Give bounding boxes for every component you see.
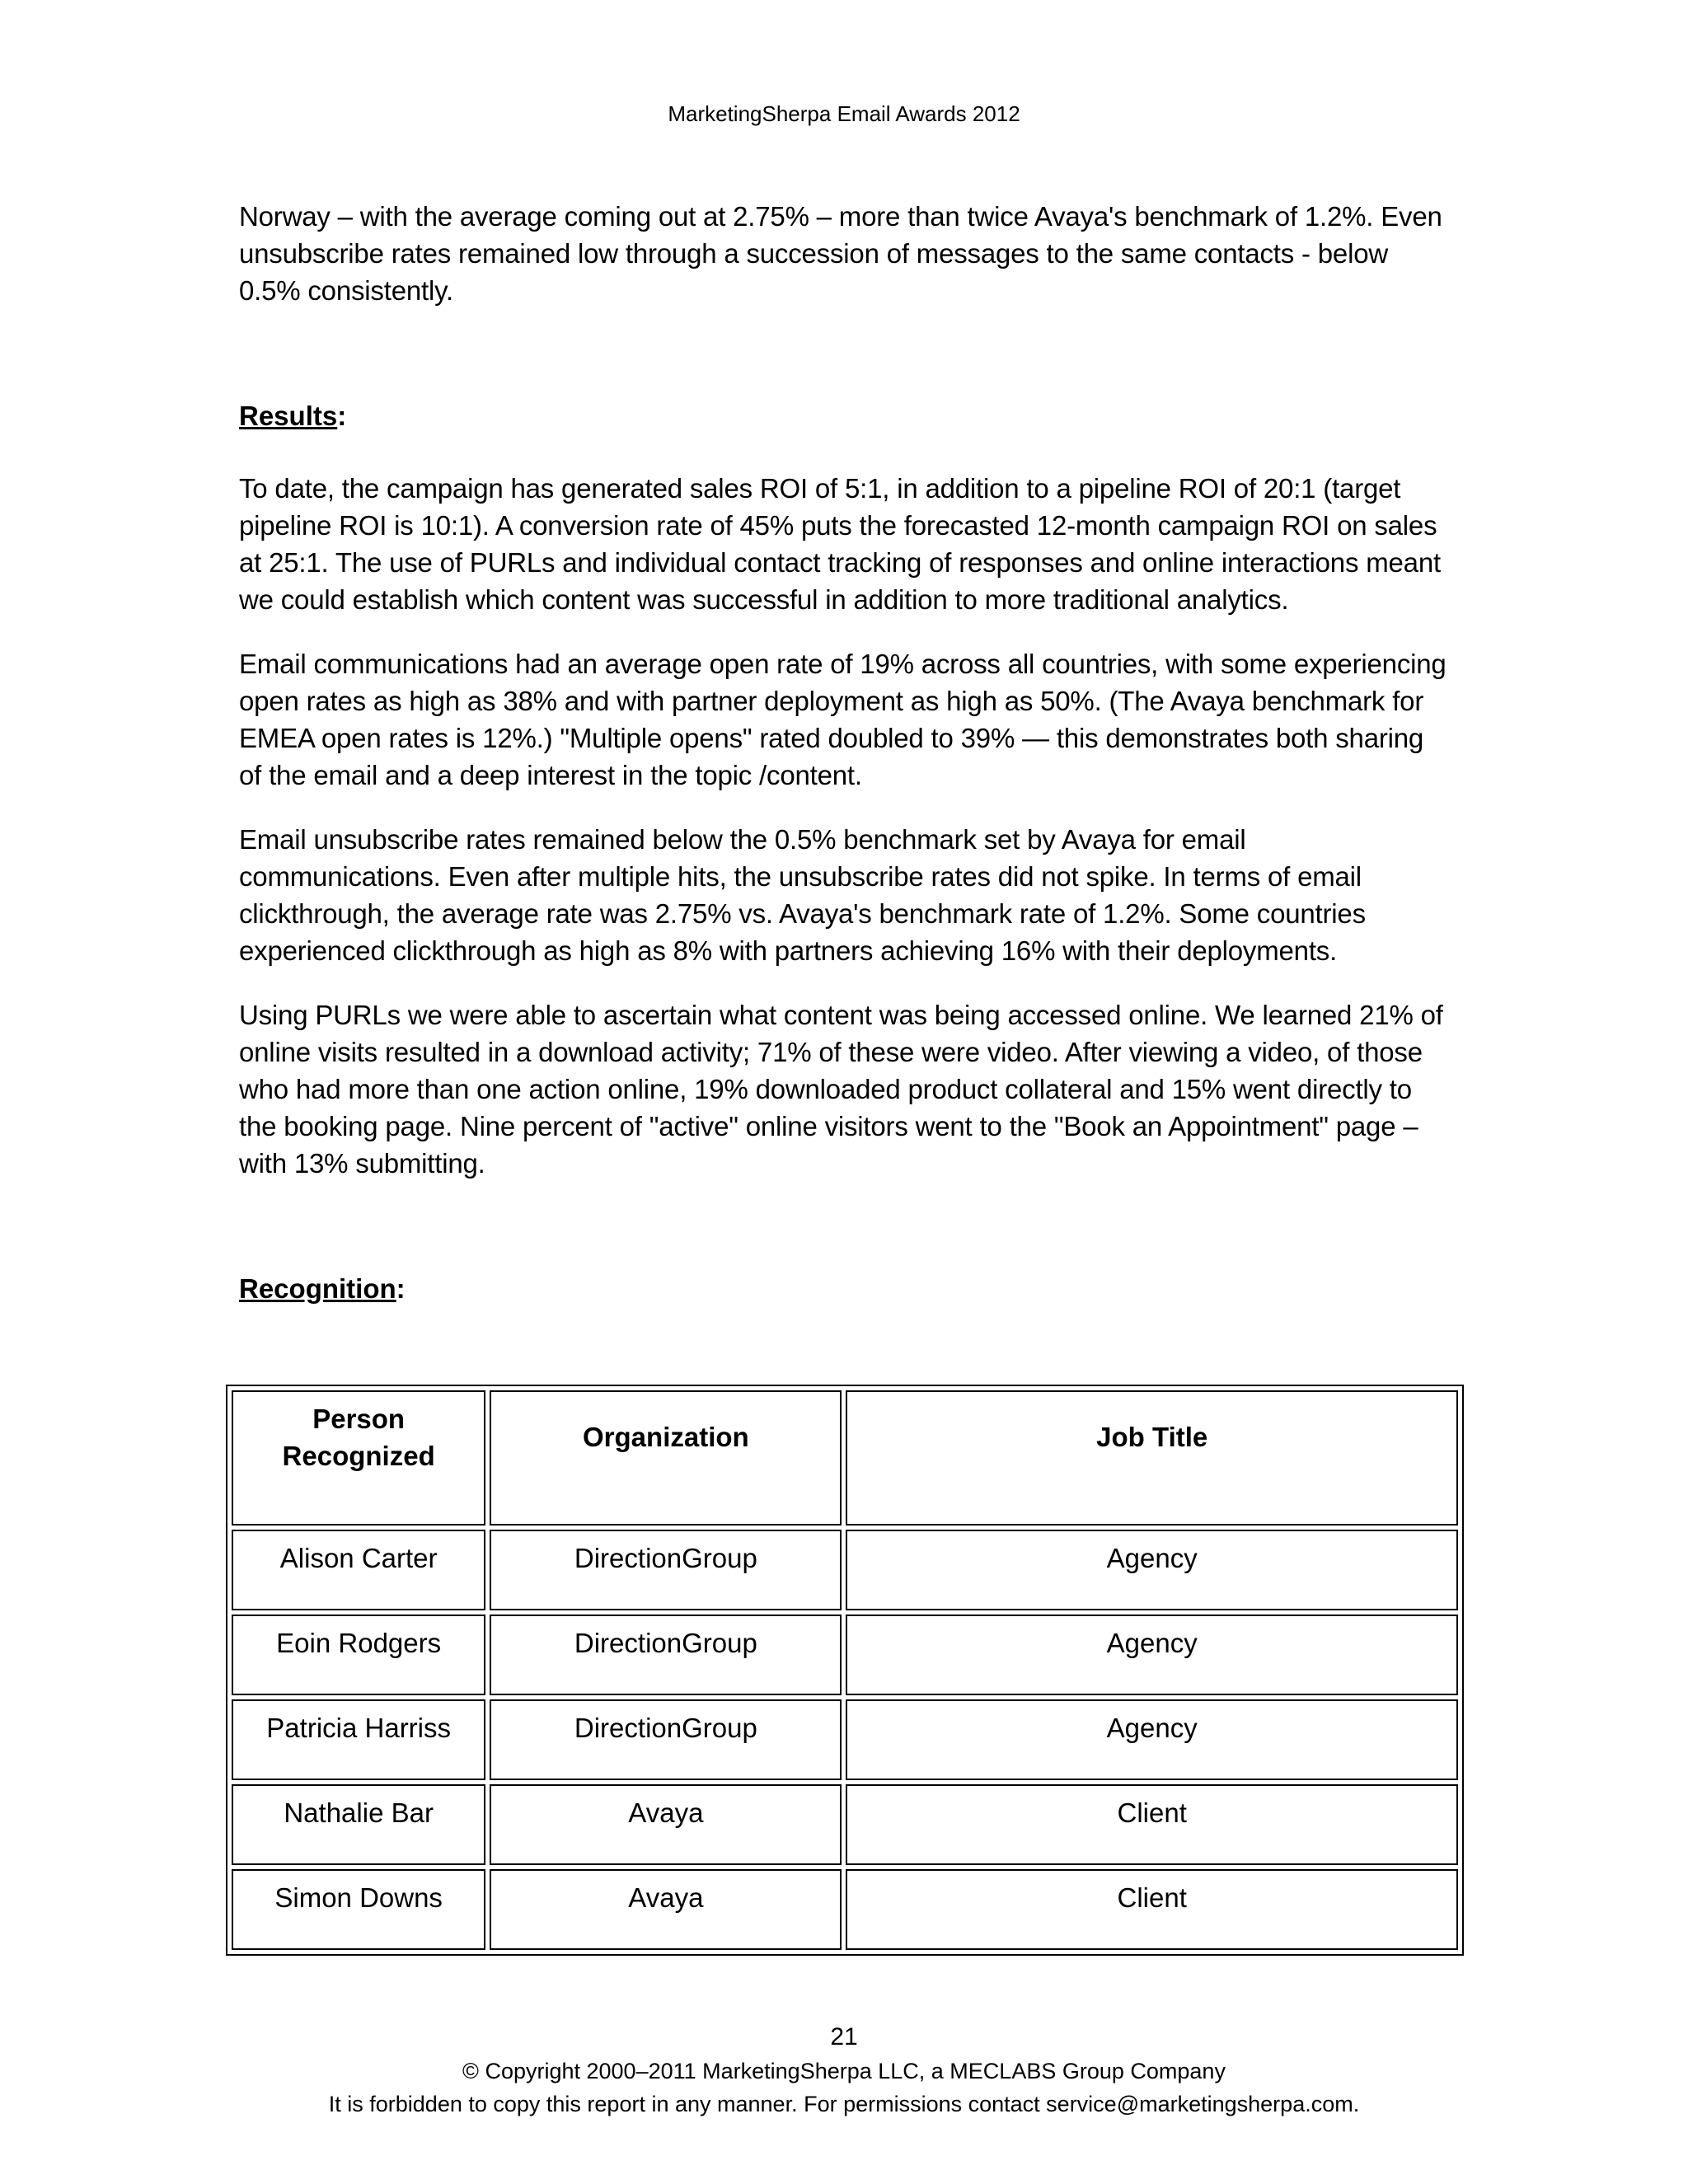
- table-row: [232, 1784, 1458, 1865]
- results-heading-colon: :: [337, 401, 347, 431]
- copy-notice: It is forbidden to copy this report in any manner. For permissions contact service@marketingsherpa.com.: [328, 2092, 1360, 2116]
- cell-person: Patricia Harriss: [232, 1699, 485, 1780]
- table-row: [232, 1699, 1458, 1780]
- recognition-heading: [239, 1270, 1451, 1307]
- intro-paragraph: Norway – with the average coming out at 2.75% – more than twice Avaya's benchmark of 1.2%. Even unsubscribe rates remained low through a succession of messages to the same contacts - below 0.5% consistently.: [239, 201, 1442, 306]
- cell-person: Alison Carter: [232, 1530, 485, 1610]
- cell-job-title: Agency: [846, 1530, 1458, 1610]
- cell-job-title: Agency: [846, 1615, 1458, 1695]
- table-row: [232, 1869, 1458, 1950]
- header-person-line2: Recognized: [282, 1441, 435, 1471]
- table-header-row: [232, 1390, 1458, 1526]
- cell-job-title: Client: [846, 1869, 1458, 1950]
- results-heading-text: Results: [239, 401, 338, 431]
- header-person-recognized: [232, 1390, 485, 1526]
- cell-organization: DirectionGroup: [490, 1699, 842, 1780]
- results-paragraph-4: Using PURLs we were able to ascertain what content was being accessed online. We learned 21% of online visits resulted in a download activity; 71% of these were video. After viewing a video, of those who had more than one action online, 19% downloaded product collateral and 15% went directly to the booking page. Nine percent of "active" online visitors went to the "Book an Appointment" page – with 13% submitting.: [239, 1000, 1443, 1179]
- spacer: [239, 434, 1451, 470]
- results-paragraph-1: To date, the campaign has generated sales ROI of 5:1, in addition to a pipeline ROI of 20:1 (target pipeline ROI is 10:1). A conversion rate of 45% puts the forecasted 12-month campaign ROI on sales at 25:1. The use of PURLs and individual contact tracking of responses and online interactions meant we could establish which content was successful in addition to more traditional analytics.: [239, 473, 1441, 615]
- page-header: MarketingSherpa Email Awards 2012: [668, 101, 1020, 126]
- recognition-table: [226, 1385, 1464, 1956]
- recognition-heading-colon: :: [396, 1273, 406, 1304]
- recognition-heading-text: Recognition: [239, 1273, 396, 1304]
- cell-organization: Avaya: [490, 1784, 842, 1865]
- cell-person: Simon Downs: [232, 1869, 485, 1950]
- spacer: [239, 309, 1451, 397]
- results-heading: [239, 397, 1451, 434]
- page-number: 21: [830, 2023, 858, 2050]
- cell-person: Nathalie Bar: [232, 1784, 485, 1865]
- copyright-line: © Copyright 2000–2011 MarketingSherpa LLC, a MECLABS Group Company: [462, 2059, 1226, 2083]
- cell-job-title: Client: [846, 1784, 1458, 1865]
- cell-job-title: Agency: [846, 1699, 1458, 1780]
- cell-organization: Avaya: [490, 1869, 842, 1950]
- table-row: [232, 1615, 1458, 1695]
- results-paragraph-2: Email communications had an average open rate of 19% across all countries, with some experiencing open rates as high as 38% and with partner deployment as high as 50%. (The Avaya benchmark for EMEA open rates is 12%.) "Multiple opens" rated doubled to 39% — this demonstrates both sharing of the email and a deep interest in the topic /content.: [239, 649, 1447, 790]
- header-organization: Organization: [490, 1390, 842, 1526]
- main-content: [239, 198, 1451, 1307]
- cell-organization: DirectionGroup: [490, 1615, 842, 1695]
- cell-person: Eoin Rodgers: [232, 1615, 485, 1695]
- cell-organization: DirectionGroup: [490, 1530, 842, 1610]
- header-person-line1: Person: [312, 1404, 406, 1434]
- spacer: [239, 1182, 1451, 1270]
- header-job-title: Job Title: [846, 1390, 1458, 1526]
- results-paragraph-3: Email unsubscribe rates remained below the 0.5% benchmark set by Avaya for email communications. Even after multiple hits, the unsubscribe rates did not spike. In terms of email clickthrough, the average rate was 2.75% vs. Avaya's benchmark rate of 1.2%. Some countries experienced clickthrough as high as 8% with partners achieving 16% with their deployments.: [239, 824, 1366, 966]
- table-row: [232, 1530, 1458, 1610]
